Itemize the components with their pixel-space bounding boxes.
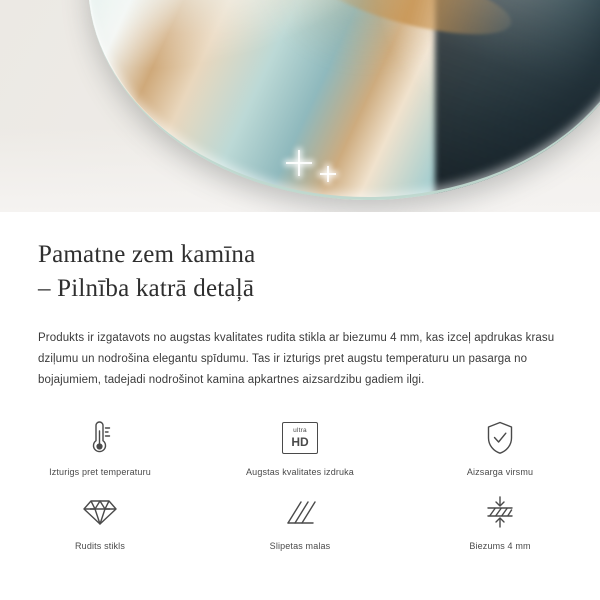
content-section (0, 212, 600, 551)
headline-line-2: – Pilnība katrā detaļā (38, 275, 255, 302)
headline-line-1: Pamatne zem kamīna (38, 241, 256, 268)
feature-label: Biezums 4 mm (469, 541, 531, 551)
ultra-hd-badge-bottom: HD (291, 434, 309, 449)
thermometer-icon (85, 417, 115, 459)
feature-polished-edges (200, 491, 400, 551)
page-title (38, 238, 558, 306)
hero-image (0, 0, 600, 212)
ultra-hd-icon (282, 417, 318, 459)
feature-surface-protection (400, 417, 600, 477)
feature-label: Aizsarga virsmu (466, 467, 534, 477)
diamond-icon (82, 491, 118, 533)
feature-tempered-glass (0, 491, 200, 551)
feature-ultra-hd-print (200, 417, 400, 477)
ultra-hd-badge-top: ultra (293, 427, 307, 435)
feature-label: Rudits stikls (75, 541, 125, 551)
feature-label: Augstas kvalitates izdruka (246, 467, 354, 477)
description-paragraph: Produkts ir izgatavots no augstas kvalitates rudita stikla ar biezumu 4 mm, kas izceļ apdrukas krasu dziļumu un nodrošina elegantu spīdumu. Tas ir izturigs pret augstu temperaturu un pasarga no bojajumiem, tadejadi nodrošinot kamina apkartnes aizsardzibu gadiem ilgi. (38, 332, 555, 386)
polished-edges-icon (283, 491, 317, 533)
feature-label: Slipetas malas (269, 541, 331, 551)
feature-grid (0, 417, 600, 551)
thickness-arrows-icon (483, 491, 517, 533)
feature-thickness (400, 491, 600, 551)
feature-temperature-resistant (0, 417, 200, 477)
shield-check-icon (484, 417, 516, 459)
feature-label: Izturigs pret temperaturu (49, 467, 151, 477)
